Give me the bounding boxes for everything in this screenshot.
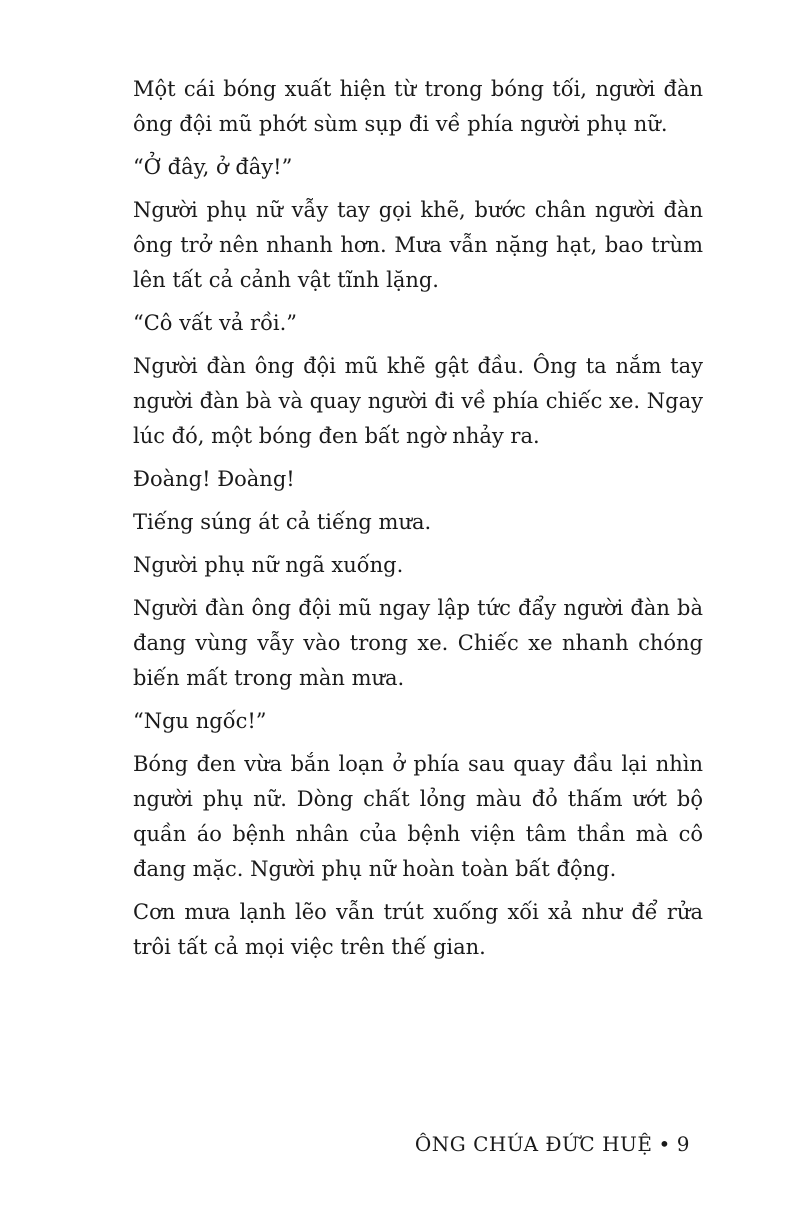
- chapter-body: [133, 72, 703, 973]
- paragraph: Tiếng súng át cả tiếng mưa.: [133, 510, 432, 534]
- paragraph: Một cái bóng xuất hiện từ trong bóng tối, người đàn ông đội mũ phớt sùm sụp đi về phía người phụ nữ.: [133, 77, 703, 136]
- paragraph: Người đàn ông đội mũ khẽ gật đầu. Ông ta nắm tay người đàn bà và quay người đi về phía chiếc xe. Ngay lúc đó, một bóng đen bất ngờ nhảy ra.: [133, 354, 703, 448]
- paragraph: Người phụ nữ vẫy tay gọi khẽ, bước chân người đàn ông trở nên nhanh hơn. Mưa vẫn nặng hạt, bao trùm lên tất cả cảnh vật tĩnh lặng.: [133, 198, 703, 292]
- paragraph: Cơn mưa lạnh lẽo vẫn trút xuống xối xả như để rửa trôi tất cả mọi việc trên thế gian.: [133, 900, 703, 959]
- footer-separator: •: [658, 1132, 671, 1156]
- paragraph: Đoàng! Đoàng!: [133, 467, 295, 491]
- paragraph: “Ngu ngốc!”: [133, 709, 267, 733]
- paragraph: “Cô vất vả rồi.”: [133, 311, 298, 335]
- paragraph: Người phụ nữ ngã xuống.: [133, 553, 404, 577]
- page-number: 9: [676, 1132, 690, 1156]
- paragraph: Bóng đen vừa bắn loạn ở phía sau quay đầu lại nhìn người phụ nữ. Dòng chất lỏng màu đỏ thấm ướt bộ quần áo bệnh nhân của bệnh viện tâm thần mà cô đang mặc. Người phụ nữ hoàn toàn bất động.: [133, 752, 703, 881]
- book-title: ÔNG CHÚA ĐỨC HUỆ: [414, 1132, 653, 1156]
- running-footer: [415, 1132, 690, 1156]
- paragraph: “Ở đây, ở đây!”: [133, 155, 293, 179]
- paragraph: Người đàn ông đội mũ ngay lập tức đẩy người đàn bà đang vùng vẫy vào trong xe. Chiếc xe nhanh chóng biến mất trong màn mưa.: [133, 596, 703, 690]
